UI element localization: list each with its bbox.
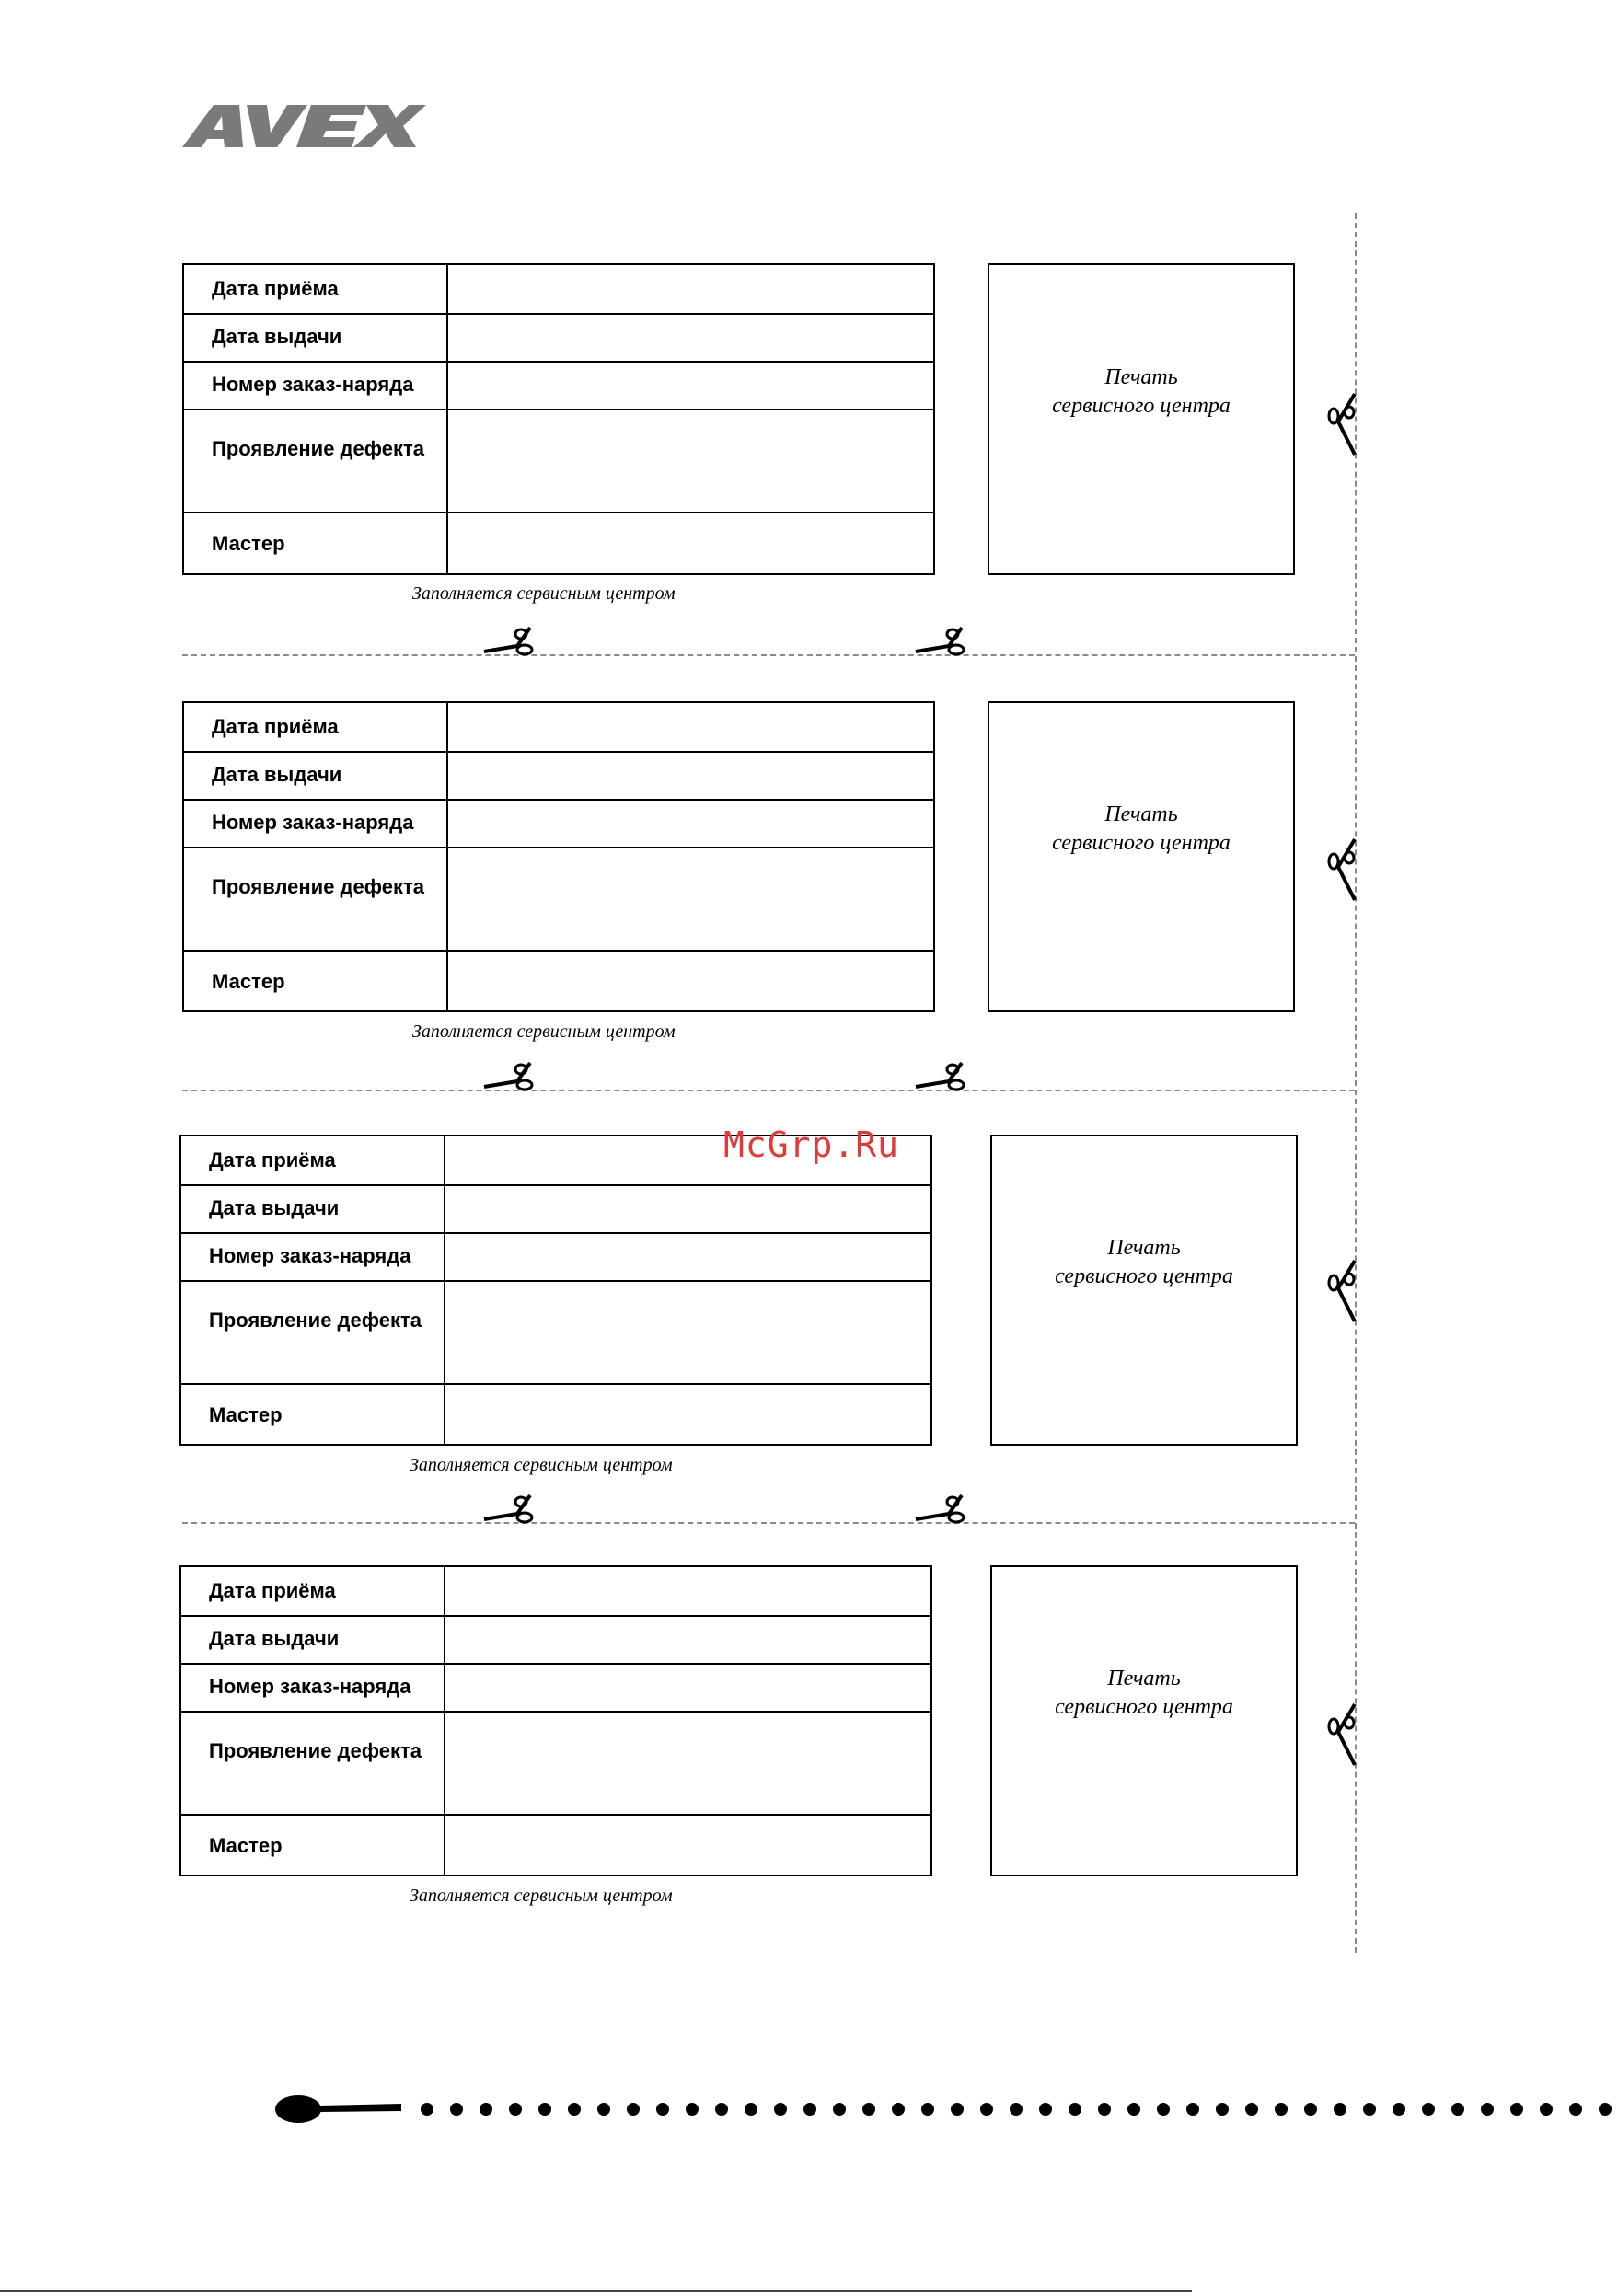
field-label-order-number: Номер заказ-наряда — [212, 373, 414, 396]
decorative-dot — [421, 2103, 433, 2116]
scissors-icon — [484, 626, 545, 657]
decorative-dot — [833, 2103, 846, 2116]
stamp-text-line1: Печать — [1107, 1236, 1181, 1260]
decorative-dot — [509, 2103, 522, 2116]
dotted-decoration — [272, 2082, 1618, 2137]
scissors-icon — [1325, 1261, 1357, 1321]
decorative-dot — [892, 2103, 905, 2116]
decorative-dot — [1334, 2103, 1346, 2116]
field-label-order-number: Номер заказ-наряда — [212, 811, 414, 834]
service-form-2 — [182, 701, 935, 1012]
filled-by-note-3: Заполняется сервисным центром — [410, 1455, 673, 1475]
field-label-defect: Проявление дефекта — [212, 875, 424, 898]
stamp-text-line2: сервисного центра — [1055, 1264, 1233, 1288]
decorative-dot — [1216, 2103, 1229, 2116]
decorative-dot — [1245, 2103, 1258, 2116]
decorative-dot — [597, 2103, 610, 2116]
scissors-icon — [484, 1494, 545, 1525]
field-label-defect: Проявление дефекта — [212, 437, 424, 460]
scissors-icon — [1325, 1704, 1357, 1765]
decorative-dot — [1098, 2103, 1111, 2116]
field-label-defect: Проявление дефекта — [209, 1309, 422, 1332]
service-form-4 — [179, 1565, 932, 1876]
field-label-date-issued: Дата выдачи — [209, 1196, 340, 1219]
field-label-master: Мастер — [209, 1834, 283, 1857]
stamp-box-4 — [990, 1565, 1298, 1876]
field-label-master: Мастер — [209, 1403, 283, 1426]
decorative-dot — [1363, 2103, 1376, 2116]
decorative-dot — [656, 2103, 669, 2116]
stamp-text-line2: сервисного центра — [1052, 831, 1231, 855]
field-label-date-issued: Дата выдачи — [209, 1627, 340, 1650]
decorative-dot — [627, 2103, 640, 2116]
stamp-text-line1: Печать — [1107, 1667, 1181, 1690]
decorative-dot — [480, 2103, 492, 2116]
vertical-cut-line — [1355, 213, 1357, 1953]
scissors-icon — [916, 626, 977, 657]
watermark: McGrp.Ru — [723, 1125, 900, 1165]
decorative-dot — [1422, 2103, 1435, 2116]
decorative-dot — [1393, 2103, 1405, 2116]
field-label-order-number: Номер заказ-наряда — [209, 1244, 411, 1267]
decorative-dot — [538, 2103, 551, 2116]
horizontal-cut-line-1 — [182, 654, 1355, 656]
field-label-date-received: Дата приёма — [212, 277, 339, 300]
stamp-text-line1: Печать — [1104, 802, 1178, 826]
decorative-dot — [1599, 2103, 1612, 2116]
filled-by-note-2: Заполняется сервисным центром — [412, 1021, 676, 1042]
stamp-box-2 — [988, 701, 1295, 1012]
decorative-dot — [1275, 2103, 1288, 2116]
svg-text:AVEX: AVEX — [182, 160, 185, 161]
field-label-master: Мастер — [212, 532, 285, 555]
decorative-dot — [1186, 2103, 1199, 2116]
decorative-dot — [1069, 2103, 1081, 2116]
decorative-dot — [1304, 2103, 1317, 2116]
decorative-dot — [1127, 2103, 1140, 2116]
decorative-dot — [862, 2103, 875, 2116]
decorative-dot — [980, 2103, 993, 2116]
decorative-dot — [1481, 2103, 1494, 2116]
stamp-text-line2: сервисного центра — [1052, 393, 1231, 418]
stamp-box-1 — [988, 263, 1295, 575]
stamp-text-line2: сервисного центра — [1055, 1695, 1233, 1719]
field-label-defect: Проявление дефекта — [209, 1739, 422, 1762]
decorative-dot — [1157, 2103, 1170, 2116]
scissors-icon — [916, 1494, 977, 1525]
scissors-icon — [484, 1061, 545, 1092]
decorative-dot — [715, 2103, 728, 2116]
service-form-3 — [179, 1135, 932, 1446]
field-label-date-issued: Дата выдачи — [212, 325, 342, 348]
field-label-date-received: Дата приёма — [212, 715, 339, 738]
decorative-dot — [745, 2103, 757, 2116]
decorative-dot — [803, 2103, 816, 2116]
decorative-dot — [951, 2103, 964, 2116]
decorative-dot — [1010, 2103, 1023, 2116]
filled-by-note-1: Заполняется сервисным центром — [412, 583, 676, 604]
horizontal-cut-line-2 — [182, 1090, 1355, 1091]
page-bottom-line — [0, 2290, 1192, 2292]
field-label-date-received: Дата приёма — [209, 1148, 336, 1171]
horizontal-cut-line-3 — [182, 1522, 1355, 1524]
decorative-dot — [1039, 2103, 1052, 2116]
field-label-master: Мастер — [212, 970, 285, 993]
field-label-date-received: Дата приёма — [209, 1579, 336, 1602]
decorative-dot — [774, 2103, 787, 2116]
service-form-1 — [182, 263, 935, 575]
decorative-dot — [1510, 2103, 1523, 2116]
decorative-dot — [568, 2103, 581, 2116]
decorative-dot — [921, 2103, 934, 2116]
field-label-order-number: Номер заказ-наряда — [209, 1675, 411, 1698]
stamp-text-line1: Печать — [1104, 364, 1178, 389]
decorative-dot — [1451, 2103, 1464, 2116]
decorative-dot — [686, 2103, 699, 2116]
scissors-icon — [1325, 839, 1357, 900]
scissors-icon — [916, 1061, 977, 1092]
decorative-dot — [1540, 2103, 1553, 2116]
decorative-dot — [1569, 2103, 1582, 2116]
stamp-box-3 — [990, 1135, 1298, 1446]
field-label-date-issued: Дата выдачи — [212, 763, 342, 786]
scissors-icon — [1325, 394, 1357, 455]
decorative-dot — [450, 2103, 463, 2116]
filled-by-note-4: Заполняется сервисным центром — [410, 1886, 673, 1906]
avex-logo — [182, 105, 426, 161]
